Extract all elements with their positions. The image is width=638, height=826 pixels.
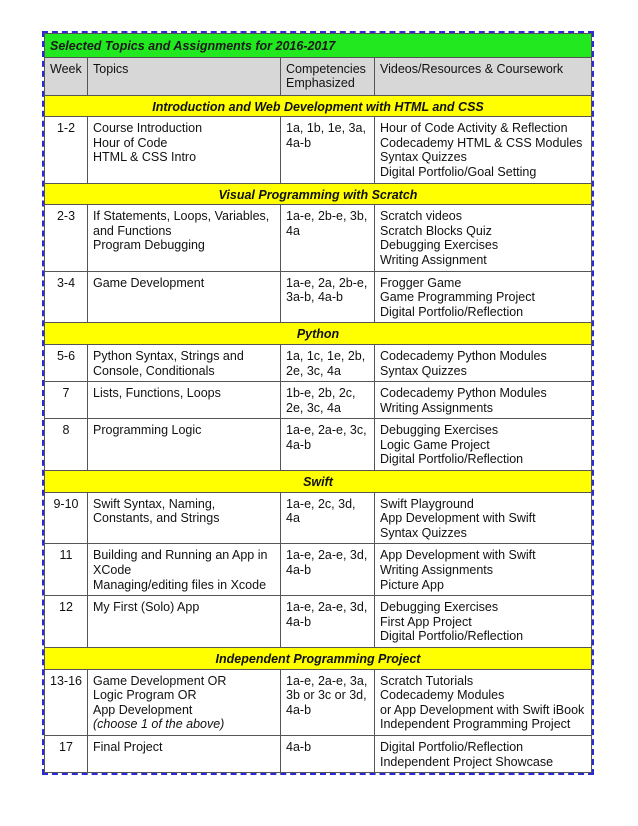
table-row	[45, 669, 592, 735]
topics-cell-line: Swift Syntax, Naming,	[93, 496, 216, 511]
topics-cell-line: Final Project	[93, 739, 163, 754]
resources-cell-line: First App Project	[380, 614, 472, 629]
competencies-cell	[281, 205, 375, 271]
competencies-cell	[281, 669, 375, 735]
week-cell: 5-6	[45, 344, 88, 381]
resources-cell	[375, 492, 592, 544]
week-cell: 17	[45, 735, 88, 772]
topics-cell-line: HTML & CSS Intro	[93, 150, 197, 165]
resources-cell-line: Writing Assignment	[380, 252, 487, 267]
topics-cell-line: XCode	[93, 563, 132, 578]
competencies-cell	[281, 271, 375, 323]
section-header-row	[45, 471, 592, 493]
resources-cell	[375, 117, 592, 183]
competencies-cell-line: 4a-b	[286, 437, 312, 452]
section-header-row	[45, 648, 592, 670]
resources-cell-line: App Development with Swift	[380, 548, 536, 563]
competencies-cell-line: 1a-e, 2c, 3d,	[286, 496, 356, 511]
competencies-cell	[281, 117, 375, 183]
resources-cell-line: Debugging Exercises	[380, 238, 499, 253]
table-row	[45, 419, 592, 471]
topics-cell	[88, 492, 281, 544]
section-title: Independent Programming Project	[45, 648, 592, 670]
topics-table-body	[45, 34, 592, 773]
competencies-cell-line: 4a	[286, 223, 300, 238]
week-cell: 9-10	[45, 492, 88, 544]
resources-cell-line: Codecademy Modules	[380, 688, 505, 703]
topics-cell-line: My First (Solo) App	[93, 600, 200, 615]
resources-cell-line: Independent Programming Project	[380, 717, 571, 732]
table-row	[45, 735, 592, 772]
competencies-cell	[281, 492, 375, 544]
section-header-row	[45, 183, 592, 205]
topics-cell-line: If Statements, Loops, Variables,	[93, 209, 270, 224]
table-header-row	[45, 57, 592, 95]
topics-table	[44, 33, 592, 773]
competencies-cell-line: 1a, 1c, 1e, 2b,	[286, 348, 366, 363]
topics-note: (choose 1 of the above)	[93, 717, 225, 732]
competencies-cell-line: 4a-b	[286, 563, 312, 578]
section-title: Visual Programming with Scratch	[45, 183, 592, 205]
week-cell: 12	[45, 596, 88, 648]
competencies-cell-line: 1a-e, 2a-e, 3a,	[286, 673, 368, 688]
resources-cell-line: Frogger Game	[380, 275, 462, 290]
header-videos: Videos/Resources & Coursework	[375, 57, 592, 95]
competencies-cell-line: 4a-b	[286, 614, 312, 629]
resources-cell-line: Game Programming Project	[380, 290, 535, 305]
section-title: Introduction and Web Development with HTML and CSS	[45, 95, 592, 117]
resources-cell	[375, 669, 592, 735]
resources-cell-line: Independent Project Showcase	[380, 754, 554, 769]
resources-cell-line: Writing Assignments	[380, 400, 494, 415]
competencies-cell-line: 1a-e, 2a, 2b-e,	[286, 275, 368, 290]
resources-cell-line: Writing Assignments	[380, 563, 494, 578]
topics-cell-line: Logic Program OR	[93, 688, 197, 703]
resources-cell-line: Scratch Blocks Quiz	[380, 223, 492, 238]
resources-cell	[375, 382, 592, 419]
topics-cell-line: Program Debugging	[93, 238, 205, 253]
competencies-cell-line: 2e, 3c, 4a	[286, 363, 341, 378]
header-competencies-line: Competencies	[286, 61, 366, 76]
topics-cell	[88, 205, 281, 271]
topics-cell-line: and Functions	[93, 223, 172, 238]
resources-cell-line: Debugging Exercises	[380, 423, 499, 438]
week-cell: 8	[45, 419, 88, 471]
topics-cell	[88, 669, 281, 735]
week-cell: 7	[45, 382, 88, 419]
topics-cell-line: Hour of Code	[93, 135, 168, 150]
competencies-cell	[281, 419, 375, 471]
resources-cell-line: Syntax Quizzes	[380, 150, 467, 165]
table-row	[45, 205, 592, 271]
competencies-cell	[281, 344, 375, 381]
topics-cell	[88, 419, 281, 471]
topics-cell-line: Game Development OR	[93, 673, 227, 688]
resources-cell	[375, 271, 592, 323]
competencies-cell-line: 4a-b	[286, 135, 312, 150]
resources-cell	[375, 419, 592, 471]
resources-cell-line: Digital Portfolio/Reflection	[380, 452, 524, 467]
resources-cell	[375, 344, 592, 381]
resources-cell-line: Codecademy Python Modules	[380, 348, 547, 363]
topics-cell-line: Lists, Functions, Loops	[93, 386, 221, 401]
topics-cell	[88, 735, 281, 772]
topics-cell	[88, 596, 281, 648]
resources-cell-line: Debugging Exercises	[380, 600, 499, 615]
section-title: Swift	[45, 471, 592, 493]
table-row	[45, 492, 592, 544]
assignments-frame	[42, 31, 594, 775]
topics-cell	[88, 117, 281, 183]
week-cell: 11	[45, 544, 88, 596]
resources-cell-line: Syntax Quizzes	[380, 363, 467, 378]
resources-cell-line: Codecademy Python Modules	[380, 386, 547, 401]
topics-cell	[88, 344, 281, 381]
topics-cell-line: Python Syntax, Strings and	[93, 348, 244, 363]
resources-cell-line: Scratch videos	[380, 209, 462, 224]
header-week: Week	[45, 57, 88, 95]
topics-cell-line: Course Introduction	[93, 121, 203, 136]
week-cell: 3-4	[45, 271, 88, 323]
resources-cell-line: Digital Portfolio/Goal Setting	[380, 164, 537, 179]
competencies-cell-line: 3a-b, 4a-b	[286, 290, 343, 305]
competencies-cell-line: 1a-e, 2b-e, 3b,	[286, 209, 368, 224]
competencies-cell-line: 1a, 1b, 1e, 3a,	[286, 121, 366, 136]
competencies-cell	[281, 544, 375, 596]
resources-cell-line: Picture App	[380, 577, 444, 592]
resources-cell	[375, 205, 592, 271]
resources-cell	[375, 544, 592, 596]
competencies-cell-line: 1a-e, 2a-e, 3d,	[286, 548, 368, 563]
resources-cell-line: Codecademy HTML & CSS Modules	[380, 135, 583, 150]
resources-cell-line: Hour of Code Activity & Reflection	[380, 121, 568, 136]
topics-cell-line: Console, Conditionals	[93, 363, 215, 378]
topics-cell-line: Constants, and Strings	[93, 511, 220, 526]
topics-cell-line: App Development	[93, 702, 193, 717]
header-competencies	[281, 57, 375, 95]
header-competencies-line: Emphasized	[286, 76, 355, 91]
competencies-cell-line: 1a-e, 2a-e, 3c,	[286, 423, 367, 438]
competencies-cell-line: 1a-e, 2a-e, 3d,	[286, 600, 368, 615]
table-row	[45, 117, 592, 183]
topics-cell-line: Programming Logic	[93, 423, 202, 438]
week-cell: 1-2	[45, 117, 88, 183]
competencies-cell-line: 1b-e, 2b, 2c,	[286, 386, 356, 401]
topics-cell	[88, 382, 281, 419]
table-row	[45, 271, 592, 323]
competencies-cell	[281, 735, 375, 772]
resources-cell-line: Digital Portfolio/Reflection	[380, 629, 524, 644]
section-header-row	[45, 95, 592, 117]
competencies-cell	[281, 382, 375, 419]
resources-cell-line: Logic Game Project	[380, 437, 490, 452]
table-row	[45, 344, 592, 381]
topics-cell	[88, 544, 281, 596]
resources-cell-line: Swift Playground	[380, 496, 474, 511]
resources-cell-line: Syntax Quizzes	[380, 525, 467, 540]
table-row	[45, 382, 592, 419]
competencies-cell-line: 2e, 3c, 4a	[286, 400, 341, 415]
resources-cell-line: or App Development with Swift iBook	[380, 702, 585, 717]
resources-cell-line: Digital Portfolio/Reflection	[380, 304, 524, 319]
resources-cell	[375, 735, 592, 772]
competencies-cell-line: 4a-b	[286, 702, 312, 717]
table-title-row	[45, 34, 592, 58]
resources-cell	[375, 596, 592, 648]
competencies-cell-line: 4a	[286, 511, 300, 526]
competencies-cell	[281, 596, 375, 648]
resources-cell-line: Digital Portfolio/Reflection	[380, 739, 524, 754]
topics-cell-line: Building and Running an App in	[93, 548, 268, 563]
resources-cell-line: App Development with Swift	[380, 511, 536, 526]
week-cell: 2-3	[45, 205, 88, 271]
week-cell: 13-16	[45, 669, 88, 735]
table-title: Selected Topics and Assignments for 2016-2017	[45, 34, 592, 58]
table-row	[45, 596, 592, 648]
resources-cell-line: Scratch Tutorials	[380, 673, 474, 688]
topics-cell-line: Managing/editing files in Xcode	[93, 577, 267, 592]
section-header-row	[45, 323, 592, 345]
topics-cell-line: Game Development	[93, 275, 205, 290]
topics-cell	[88, 271, 281, 323]
competencies-cell-line: 3b or 3c or 3d,	[286, 688, 367, 703]
competencies-cell-line: 4a-b	[286, 739, 312, 754]
header-topics: Topics	[88, 57, 281, 95]
table-row	[45, 544, 592, 596]
section-title: Python	[45, 323, 592, 345]
